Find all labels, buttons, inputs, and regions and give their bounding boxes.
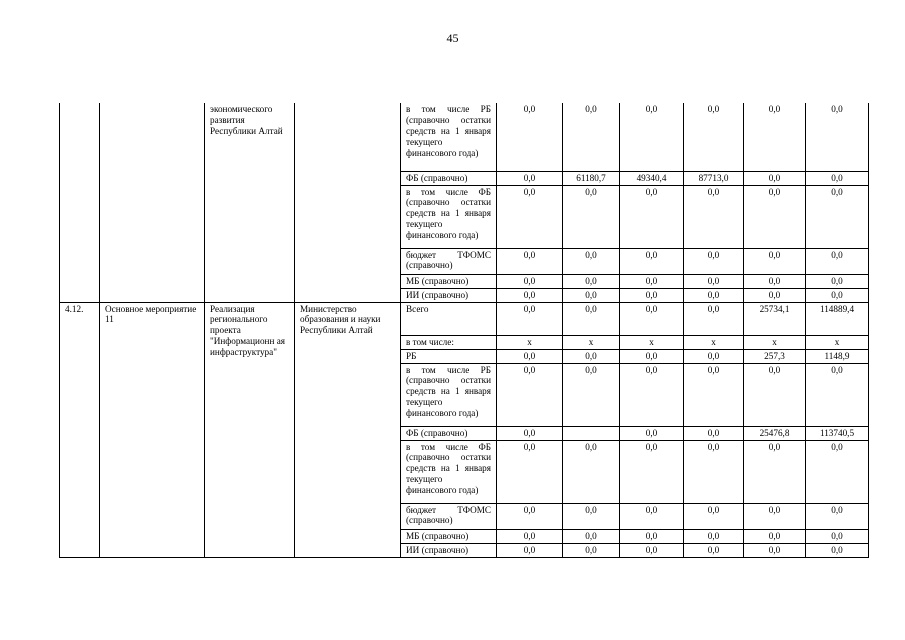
value-cell: 0,0: [744, 529, 806, 543]
executor-cell: [295, 103, 401, 302]
value-cell: 0,0: [497, 503, 563, 529]
value-cell: 0,0: [744, 440, 806, 503]
value-cell: 0,0: [563, 529, 620, 543]
value-cell: 0,0: [806, 103, 869, 171]
value-cell: 0,0: [620, 349, 684, 363]
value-cell: 114889,4: [806, 302, 869, 335]
value-cell: 0,0: [497, 248, 563, 274]
value-cell: 0,0: [744, 503, 806, 529]
budget-table: [59, 103, 869, 558]
source-cell: Всего: [401, 302, 497, 335]
value-cell: 0,0: [563, 503, 620, 529]
value-cell: 0,0: [620, 103, 684, 171]
value-cell: 0,0: [806, 529, 869, 543]
value-cell: 0,0: [563, 274, 620, 288]
page-number: 45: [446, 31, 459, 45]
value-cell: х: [684, 335, 744, 349]
value-cell: 0,0: [806, 171, 869, 185]
source-cell: МБ (справочно): [401, 274, 497, 288]
value-cell: 0,0: [684, 185, 744, 248]
source-cell: РБ: [401, 349, 497, 363]
value-cell: 0,0: [497, 440, 563, 503]
value-cell: 0,0: [563, 103, 620, 171]
value-cell: 257,3: [744, 349, 806, 363]
value-cell: 0,0: [620, 302, 684, 335]
table-row: [60, 103, 869, 171]
value-cell: 113740,5: [806, 426, 869, 440]
value-cell: 0,0: [806, 288, 869, 302]
value-cell: 0,0: [497, 349, 563, 363]
value-cell: 0,0: [620, 503, 684, 529]
value-cell: 0,0: [744, 185, 806, 248]
value-cell: 0,0: [563, 440, 620, 503]
value-cell: 0,0: [620, 529, 684, 543]
value-cell: 0,0: [563, 363, 620, 426]
source-cell: в том числе:: [401, 335, 497, 349]
event-cell: Основное мероприятие 11: [100, 302, 205, 557]
event-cell: [100, 103, 205, 302]
value-cell: 0,0: [563, 248, 620, 274]
value-cell: 87713,0: [684, 171, 744, 185]
value-cell: 0,0: [620, 543, 684, 557]
value-cell: 0,0: [497, 302, 563, 335]
value-cell: 0,0: [806, 503, 869, 529]
value-cell: 0,0: [684, 349, 744, 363]
value-cell: 25476,8: [744, 426, 806, 440]
value-cell: 61180,7: [563, 171, 620, 185]
value-cell: 0,0: [563, 288, 620, 302]
value-cell: 0,0: [744, 103, 806, 171]
value-cell: 0,0: [620, 363, 684, 426]
project-cell: Реализация регионального проекта "Информационн ая инфраструктура": [205, 302, 295, 557]
value-cell: 0,0: [684, 363, 744, 426]
source-cell: ИИ (справочно): [401, 543, 497, 557]
value-cell: [563, 426, 620, 440]
value-cell: 0,0: [684, 274, 744, 288]
value-cell: 0,0: [806, 185, 869, 248]
value-cell: 0,0: [563, 349, 620, 363]
value-cell: х: [497, 335, 563, 349]
value-cell: 0,0: [620, 288, 684, 302]
value-cell: 0,0: [806, 248, 869, 274]
executor-cell: Министерство образования и науки Республики Алтай: [295, 302, 401, 557]
value-cell: 0,0: [806, 363, 869, 426]
value-cell: 0,0: [744, 171, 806, 185]
value-cell: 25734,1: [744, 302, 806, 335]
value-cell: 0,0: [563, 302, 620, 335]
source-cell: ИИ (справочно): [401, 288, 497, 302]
value-cell: 0,0: [684, 426, 744, 440]
value-cell: х: [744, 335, 806, 349]
value-cell: 0,0: [684, 503, 744, 529]
value-cell: 1148,9: [806, 349, 869, 363]
value-cell: 0,0: [620, 248, 684, 274]
value-cell: 0,0: [744, 288, 806, 302]
value-cell: 0,0: [744, 543, 806, 557]
value-cell: 0,0: [620, 440, 684, 503]
value-cell: 0,0: [620, 274, 684, 288]
source-cell: ФБ (справочно): [401, 171, 497, 185]
value-cell: 0,0: [497, 171, 563, 185]
source-cell: ФБ (справочно): [401, 426, 497, 440]
value-cell: х: [620, 335, 684, 349]
value-cell: 0,0: [684, 103, 744, 171]
project-cell: экономического развития Республики Алтай: [205, 103, 295, 302]
value-cell: 0,0: [620, 185, 684, 248]
value-cell: 0,0: [563, 185, 620, 248]
value-cell: 0,0: [497, 274, 563, 288]
value-cell: 0,0: [684, 248, 744, 274]
value-cell: х: [563, 335, 620, 349]
value-cell: 0,0: [806, 543, 869, 557]
source-cell: бюджет ТФОМС (справочно): [401, 503, 497, 529]
value-cell: 0,0: [563, 543, 620, 557]
number-cell: [60, 103, 100, 302]
value-cell: 0,0: [497, 529, 563, 543]
value-cell: х: [806, 335, 869, 349]
value-cell: 0,0: [684, 440, 744, 503]
value-cell: 0,0: [744, 248, 806, 274]
source-cell: в том числе РБ (справочно остатки средств на 1 января текущего финансового года): [401, 363, 497, 426]
source-cell: в том числе ФБ (справочно остатки средств на 1 января текущего финансового года): [401, 440, 497, 503]
value-cell: 0,0: [684, 529, 744, 543]
source-cell: бюджет ТФОМС (справочно): [401, 248, 497, 274]
value-cell: 0,0: [497, 543, 563, 557]
value-cell: 0,0: [497, 363, 563, 426]
value-cell: 0,0: [806, 274, 869, 288]
table-row: [60, 302, 869, 335]
source-cell: МБ (справочно): [401, 529, 497, 543]
value-cell: 0,0: [497, 103, 563, 171]
value-cell: 0,0: [497, 426, 563, 440]
value-cell: 0,0: [497, 288, 563, 302]
source-cell: в том числе ФБ (справочно остатки средств на 1 января текущего финансового года): [401, 185, 497, 248]
value-cell: 49340,4: [620, 171, 684, 185]
value-cell: 0,0: [684, 288, 744, 302]
value-cell: 0,0: [684, 302, 744, 335]
value-cell: 0,0: [806, 440, 869, 503]
value-cell: 0,0: [744, 274, 806, 288]
value-cell: 0,0: [620, 426, 684, 440]
value-cell: 0,0: [684, 543, 744, 557]
number-cell: 4.12.: [60, 302, 100, 557]
value-cell: 0,0: [497, 185, 563, 248]
value-cell: 0,0: [744, 363, 806, 426]
source-cell: в том числе РБ (справочно остатки средств на 1 января текущего финансового года): [401, 103, 497, 171]
